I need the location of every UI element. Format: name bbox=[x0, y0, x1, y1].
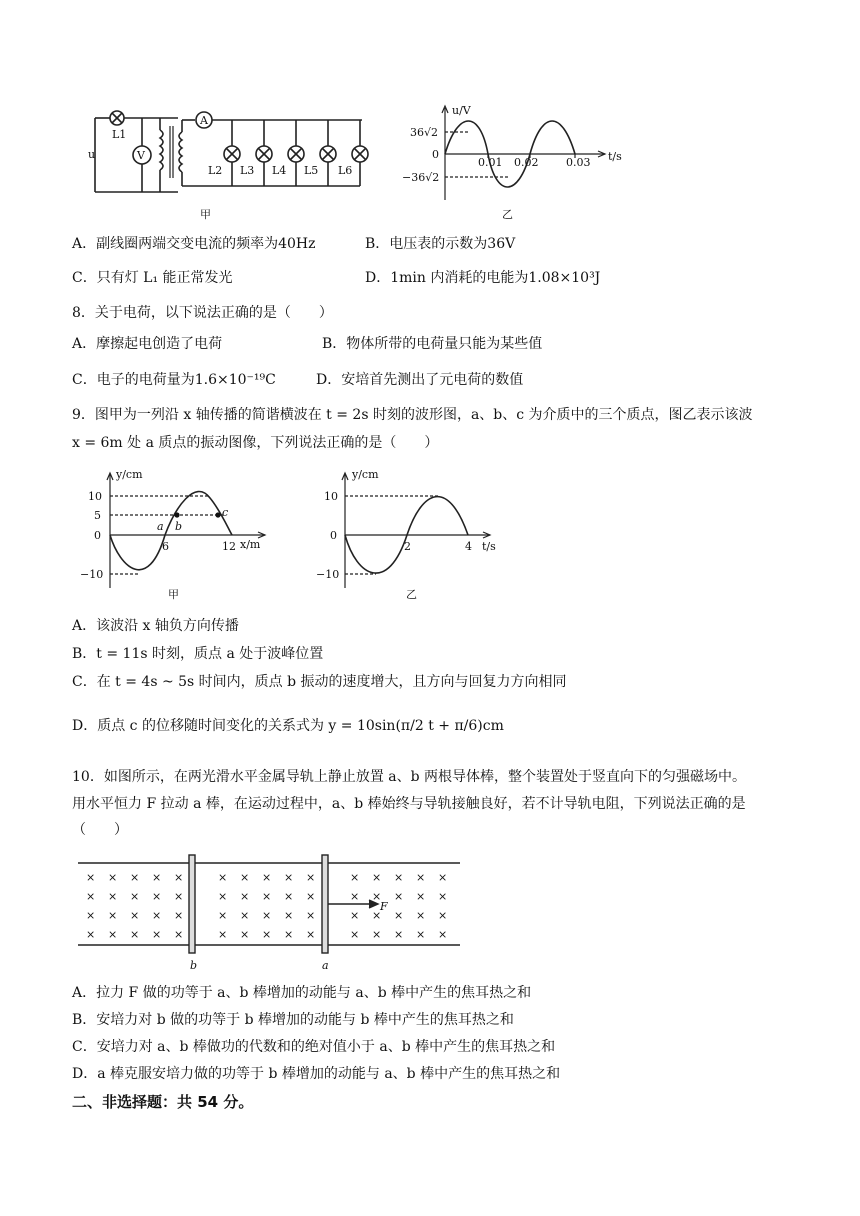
lamp-label-6: L6 bbox=[338, 164, 353, 177]
field-cross-mark: × bbox=[306, 928, 316, 941]
label-voltmeter: V bbox=[137, 149, 145, 162]
field-cross-mark: × bbox=[372, 928, 382, 941]
fig-caption-jia: 甲 bbox=[200, 208, 211, 221]
field-cross-mark: × bbox=[438, 928, 448, 941]
q9-stem-line2: x = 6m 处 a 质点的振动图像，下列说法正确的是（ ） bbox=[72, 435, 439, 451]
rail-label-b: b bbox=[190, 959, 198, 972]
field-cross-mark: × bbox=[152, 871, 162, 884]
yi-x-4: 4 bbox=[465, 540, 472, 553]
q7-option-b[interactable]: B．电压表的示数为36V bbox=[365, 236, 516, 252]
yi-y-0: 0 bbox=[330, 529, 337, 542]
field-cross-mark: × bbox=[174, 928, 184, 941]
field-cross-mark: × bbox=[284, 890, 294, 903]
field-cross-mark: × bbox=[394, 890, 404, 903]
field-cross-mark: × bbox=[416, 890, 426, 903]
voltage-y-zero: 0 bbox=[432, 148, 439, 161]
field-cross-mark: × bbox=[438, 871, 448, 884]
field-cross-mark: × bbox=[306, 909, 316, 922]
field-cross-mark: × bbox=[130, 928, 140, 941]
field-cross-mark: × bbox=[86, 890, 96, 903]
lamp-label-5: L5 bbox=[304, 164, 319, 177]
field-cross-mark: × bbox=[306, 890, 316, 903]
jia-y-10: 10 bbox=[88, 490, 102, 503]
yi-caption: 乙 bbox=[406, 588, 417, 601]
field-cross-mark: × bbox=[240, 871, 250, 884]
field-cross-mark: × bbox=[108, 871, 118, 884]
q9-option-c[interactable]: C．在 t = 4s ~ 5s 时间内，质点 b 振动的速度增大，且方向与回复力方向相同 bbox=[72, 674, 567, 690]
rail-label-f: F bbox=[380, 900, 388, 913]
voltage-tick-001: 0.01 bbox=[478, 156, 503, 169]
q10-option-b[interactable]: B．安培力对 b 做的功等于 b 棒增加的动能与 b 棒中产生的焦耳热之和 bbox=[72, 1012, 514, 1028]
yi-y-label: y/cm bbox=[352, 468, 379, 481]
label-u: u bbox=[88, 148, 96, 161]
field-cross-mark: × bbox=[350, 871, 360, 884]
voltage-tick-002: 0.02 bbox=[514, 156, 539, 169]
q10-stem-line3: （ ） bbox=[72, 822, 128, 838]
q7-voltage-graph bbox=[390, 100, 640, 225]
field-cross-mark: × bbox=[86, 928, 96, 941]
q7-circuit-figure bbox=[60, 100, 390, 225]
field-cross-mark: × bbox=[262, 928, 272, 941]
q10-rail-figure bbox=[78, 855, 468, 975]
field-cross-mark: × bbox=[284, 928, 294, 941]
q10-stem-line2: 用水平恒力 F 拉动 a 棒，在运动过程中，a、b 棒始终与导轨接触良好，若不计导轨电阻，下列说法正确的是 bbox=[72, 796, 746, 812]
yi-y-10: 10 bbox=[324, 490, 338, 503]
field-cross-mark: × bbox=[174, 909, 184, 922]
field-cross-mark: × bbox=[284, 909, 294, 922]
jia-x-6: 6 bbox=[162, 540, 169, 553]
field-cross-mark: × bbox=[350, 928, 360, 941]
q9-wave-graph-jia bbox=[70, 468, 280, 603]
field-cross-mark: × bbox=[438, 909, 448, 922]
field-cross-mark: × bbox=[394, 909, 404, 922]
q8-option-b[interactable]: B．物体所带的电荷量只能为某些值 bbox=[322, 336, 543, 352]
jia-point-a: a bbox=[157, 520, 164, 533]
jia-x-12: 12 bbox=[222, 540, 236, 553]
field-cross-mark: × bbox=[262, 890, 272, 903]
voltage-tick-003: 0.03 bbox=[566, 156, 591, 169]
lamp-label-3: L3 bbox=[240, 164, 255, 177]
q9-option-b[interactable]: B．t = 11s 时刻，质点 a 处于波峰位置 bbox=[72, 646, 324, 662]
q9-option-d-prefix: D．质点 c 的位移随时间变化的关系式为 y = 10sin bbox=[72, 718, 396, 734]
field-cross-mark: × bbox=[372, 909, 382, 922]
q8-option-d[interactable]: D．安培首先测出了元电荷的数值 bbox=[316, 372, 524, 388]
voltage-y-bottom: −36√2 bbox=[402, 171, 440, 184]
field-cross-mark: × bbox=[218, 890, 228, 903]
field-cross-mark: × bbox=[218, 928, 228, 941]
jia-y-label: y/cm bbox=[116, 468, 143, 481]
field-cross-mark: × bbox=[416, 871, 426, 884]
lamp-label-2: L2 bbox=[208, 164, 223, 177]
field-cross-mark: × bbox=[438, 890, 448, 903]
q9-option-d-formula: (π/2 t + π/6) bbox=[395, 718, 483, 734]
q8-option-c[interactable]: C．电子的电荷量为1.6×10⁻¹⁹C bbox=[72, 372, 276, 388]
field-cross-mark: × bbox=[152, 890, 162, 903]
field-cross-mark: × bbox=[372, 871, 382, 884]
field-cross-mark: × bbox=[262, 909, 272, 922]
field-cross-mark: × bbox=[218, 871, 228, 884]
q7-option-c[interactable]: C．只有灯 L₁ 能正常发光 bbox=[72, 270, 233, 286]
field-cross-mark: × bbox=[394, 871, 404, 884]
lamp-label-1: L1 bbox=[112, 128, 127, 141]
field-cross-mark: × bbox=[108, 928, 118, 941]
field-cross-mark: × bbox=[130, 871, 140, 884]
voltage-x-label: t/s bbox=[608, 150, 622, 163]
yi-x-label: t/s bbox=[482, 540, 496, 553]
q9-option-d[interactable] bbox=[72, 716, 504, 736]
voltage-y-label: u/V bbox=[452, 104, 471, 117]
lamp-label-4: L4 bbox=[272, 164, 287, 177]
jia-caption: 甲 bbox=[168, 588, 179, 601]
yi-y-neg10: −10 bbox=[316, 568, 340, 581]
q10-stem-line1: 10．如图所示，在两光滑水平金属导轨上静止放置 a、b 两根导体棒，整个装置处于竖直向下的匀强磁场中。 bbox=[72, 769, 747, 785]
field-cross-mark: × bbox=[86, 871, 96, 884]
voltage-y-top: 36√2 bbox=[410, 126, 439, 139]
section2-title: 二、非选择题：共 54 分。 bbox=[72, 1093, 254, 1111]
q9-vibration-graph-yi bbox=[310, 468, 510, 603]
q9-option-d-unit: cm bbox=[482, 718, 504, 734]
q9-stem-line1: 9．图甲为一列沿 x 轴传播的简谐横波在 t = 2s 时刻的波形图，a、b、c 为介质中的三个质点，图乙表示该波 bbox=[72, 407, 753, 423]
field-cross-mark: × bbox=[416, 909, 426, 922]
q8-option-a[interactable]: A．摩擦起电创造了电荷 bbox=[72, 336, 223, 352]
jia-y-5: 5 bbox=[94, 509, 101, 522]
field-cross-mark: × bbox=[152, 909, 162, 922]
field-cross-mark: × bbox=[108, 909, 118, 922]
field-cross-mark: × bbox=[218, 909, 228, 922]
jia-y-neg10: −10 bbox=[80, 568, 104, 581]
field-cross-mark: × bbox=[306, 871, 316, 884]
field-cross-mark: × bbox=[130, 909, 140, 922]
q8-stem: 8．关于电荷，以下说法正确的是（ ） bbox=[72, 305, 333, 321]
q9-option-a[interactable]: A．该波沿 x 轴负方向传播 bbox=[72, 618, 239, 634]
field-cross-mark: × bbox=[174, 871, 184, 884]
jia-point-c: c bbox=[222, 506, 229, 519]
field-cross-mark: × bbox=[240, 928, 250, 941]
field-cross-mark: × bbox=[86, 909, 96, 922]
field-cross-mark: × bbox=[284, 871, 294, 884]
field-cross-mark: × bbox=[130, 890, 140, 903]
q10-option-a[interactable]: A．拉力 F 做的功等于 a、b 棒增加的动能与 a、b 棒中产生的焦耳热之和 bbox=[72, 985, 532, 1001]
field-cross-mark: × bbox=[152, 928, 162, 941]
field-cross-mark: × bbox=[108, 890, 118, 903]
field-cross-mark: × bbox=[372, 890, 382, 903]
field-cross-mark: × bbox=[240, 890, 250, 903]
field-cross-mark: × bbox=[350, 890, 360, 903]
q10-option-d[interactable]: D．a 棒克服安培力做的功等于 b 棒增加的动能与 a、b 棒中产生的焦耳热之和 bbox=[72, 1066, 561, 1082]
field-cross-mark: × bbox=[416, 928, 426, 941]
jia-point-b: b bbox=[175, 520, 183, 533]
rail-label-a: a bbox=[322, 959, 329, 972]
field-cross-mark: × bbox=[174, 890, 184, 903]
fig-caption-yi: 乙 bbox=[502, 208, 513, 221]
yi-x-2: 2 bbox=[404, 540, 411, 553]
jia-x-label: x/m bbox=[240, 538, 261, 551]
label-ammeter: A bbox=[200, 114, 208, 127]
field-cross-mark: × bbox=[262, 871, 272, 884]
q10-option-c[interactable]: C．安培力对 a、b 棒做功的代数和的绝对值小于 a、b 棒中产生的焦耳热之和 bbox=[72, 1039, 556, 1055]
field-cross-mark: × bbox=[350, 909, 360, 922]
field-cross-mark: × bbox=[240, 909, 250, 922]
jia-y-0: 0 bbox=[94, 529, 101, 542]
q7-option-a[interactable]: A．副线圈两端交变电流的频率为40Hz bbox=[72, 236, 316, 252]
q7-option-d[interactable]: D．1min 内消耗的电能为1.08×10³J bbox=[365, 270, 601, 286]
field-cross-mark: × bbox=[394, 928, 404, 941]
